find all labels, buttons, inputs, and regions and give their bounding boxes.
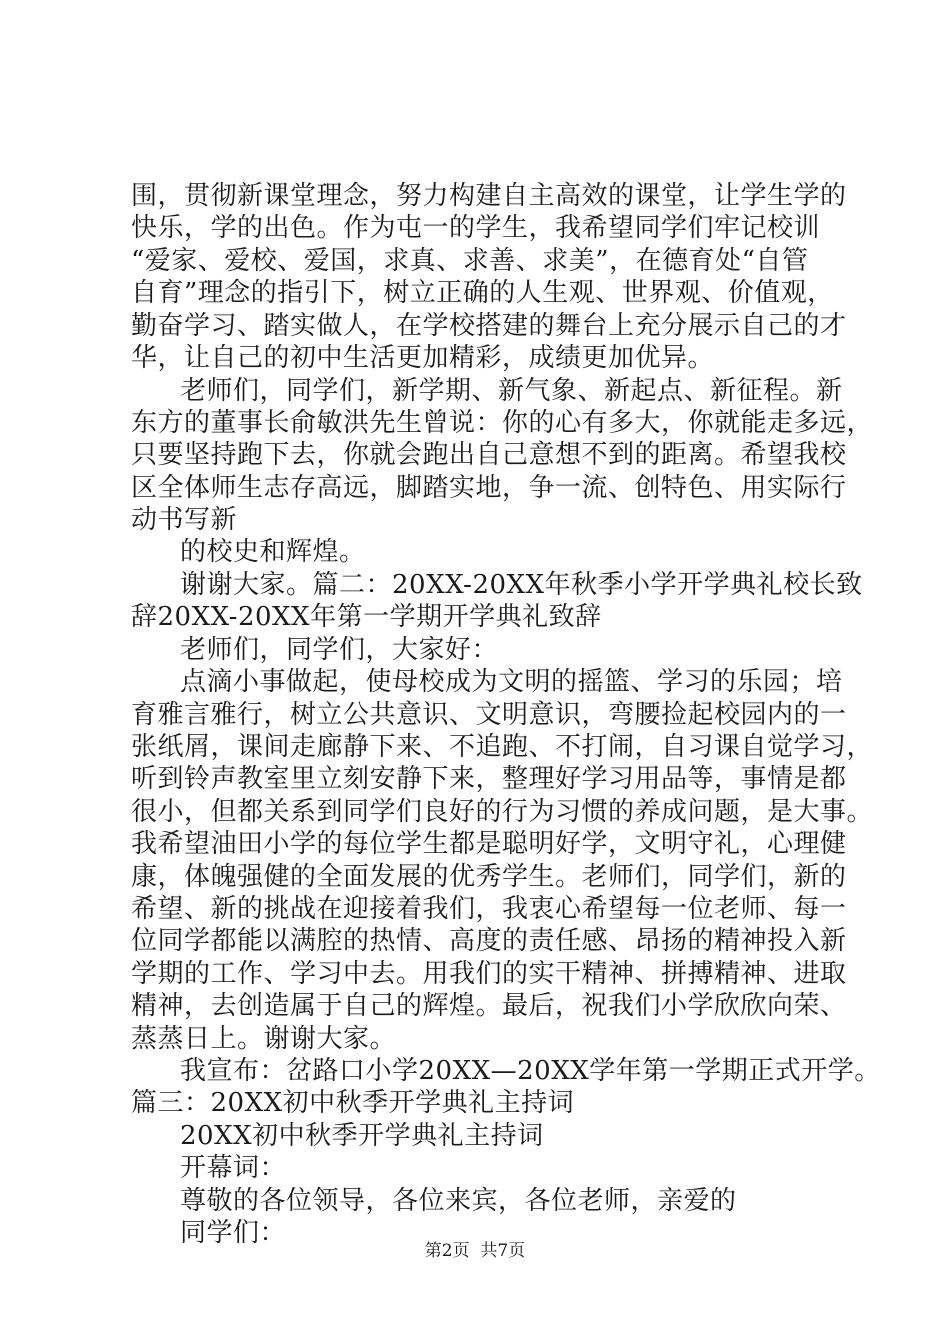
text-line: 围，贯彻新课堂理念，努力构建自主高效的课堂，让学生学的 [131, 181, 847, 211]
text-line: 老师们，同学们，大家好： [180, 635, 499, 665]
text-line: 东方的董事长俞敏洪先生曾说：你的心有多大，你就能走多远， [131, 408, 874, 438]
text-line: 谢谢大家。篇二：20XX-20XX年秋季小学开学典礼校长致 [180, 570, 863, 600]
text-line: 我希望油田小学的每位学生都是聪明好学，文明守礼，心理健 [131, 829, 847, 859]
text-line: 育雅言雅行，树立公共意识、文明意识，弯腰捡起校园内的一 [131, 700, 847, 730]
text-line: 开幕词： [180, 1153, 287, 1183]
text-line: 精神，去创造属于自己的辉煌。最后，祝我们小学欣欣向荣、 [131, 991, 847, 1021]
text-line: 动书写新 [131, 505, 238, 535]
text-line: 希望、新的挑战在迎接着我们，我衷心希望每一位老师、每一 [131, 894, 847, 924]
text-line: 的校史和辉煌。 [180, 537, 366, 567]
text-line: 尊敬的各位领导，各位来宾，各位老师，亲爱的 [180, 1186, 737, 1216]
text-line: 区全体师生志存高远，脚踏实地，争一流、创特色、用实际行 [131, 473, 847, 503]
text-line: 我宣布：岔路口小学20XX—20XX学年第一学期正式开学。 [180, 1056, 881, 1086]
text-line: 听到铃声教室里立刻安静下来，整理好学习用品等，事情是都 [131, 764, 847, 794]
text-line: 自育”理念的指引下，树立正确的人生观、世界观、价值观， [131, 278, 834, 308]
page-footer: 第2页 共7页 [424, 1241, 526, 1261]
text-line: “爱家、爱校、爱国，求真、求善、求美”，在德育处“自管 [131, 246, 809, 276]
text-line: 蒸蒸日上。谢谢大家。 [131, 1024, 397, 1054]
text-line: 篇三：20XX初中秋季开学典礼主持词 [131, 1088, 575, 1118]
text-line: 很小，但都关系到同学们良好的行为习惯的养成问题，是大事。 [131, 797, 874, 827]
text-line: 康，体魄强健的全面发展的优秀学生。老师们，同学们，新的 [131, 862, 847, 892]
text-line: 点滴小事做起，使母校成为文明的摇篮、学习的乐园；培 [180, 667, 843, 697]
text-line: 快乐，学的出色。作为屯一的学生，我希望同学们牢记校训 [131, 213, 821, 243]
text-line: 张纸屑，课间走廊静下来、不追跑、不打闹，自习课自觉学习， [131, 732, 874, 762]
text-line: 20XX初中秋季开学典礼主持词 [180, 1121, 544, 1151]
text-line: 华，让自己的初中生活更加精彩，成绩更加优异。 [131, 343, 715, 373]
text-line: 同学们： [180, 1218, 287, 1248]
text-line: 辞20XX-20XX年第一学期开学典礼致辞 [131, 602, 602, 632]
text-line: 勤奋学习、踏实做人，在学校搭建的舞台上充分展示自己的才 [131, 311, 847, 341]
text-line: 学期的工作、学习中去。用我们的实干精神、拼搏精神、进取 [131, 959, 847, 989]
text-line: 只要坚持跑下去，你就会跑出自己意想不到的距离。希望我校 [131, 440, 847, 470]
text-line: 老师们，同学们，新学期、新气象、新起点、新征程。新 [180, 376, 843, 406]
text-line: 位同学都能以满腔的热情、高度的责任感、昂扬的精神投入新 [131, 926, 847, 956]
